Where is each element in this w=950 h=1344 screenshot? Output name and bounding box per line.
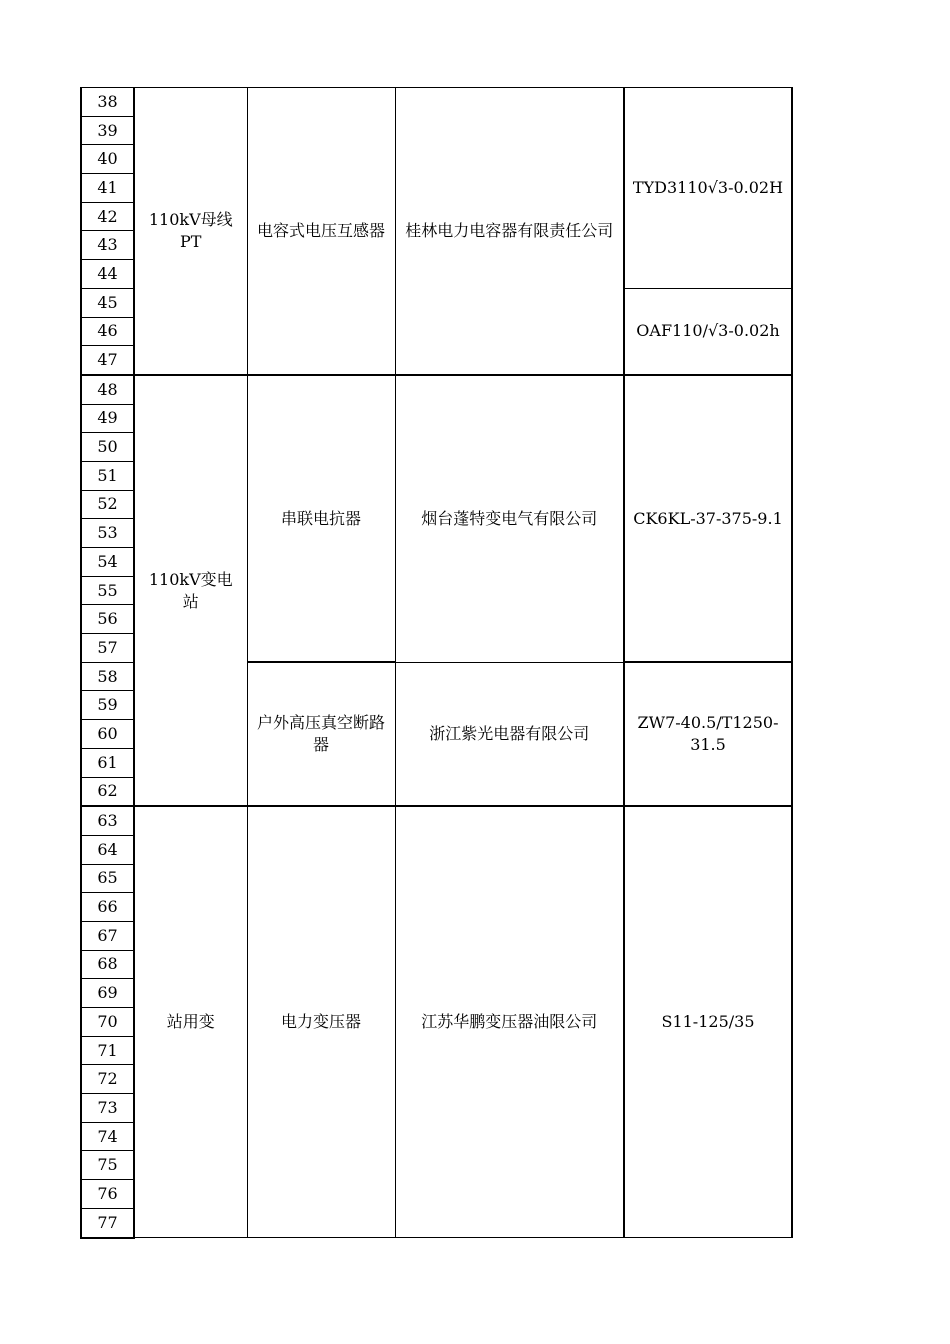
location-cell: 站用变 [134, 806, 247, 1237]
device-cell: 电容式电压互感器 [247, 88, 395, 375]
equipment-table [80, 87, 793, 1239]
row-number: 41 [81, 174, 134, 203]
row-number: 56 [81, 605, 134, 634]
device-cell: 串联电抗器 [247, 375, 395, 662]
row-number: 53 [81, 519, 134, 548]
row-number: 75 [81, 1151, 134, 1180]
row-number: 77 [81, 1208, 134, 1237]
row-number: 45 [81, 288, 134, 317]
row-number: 39 [81, 116, 134, 145]
row-number: 44 [81, 260, 134, 289]
maker-cell: 浙江紫光电器有限公司 [395, 662, 624, 806]
row-number: 61 [81, 748, 134, 777]
row-number: 62 [81, 777, 134, 806]
row-number: 50 [81, 433, 134, 462]
row-number: 38 [81, 88, 134, 117]
row-number: 54 [81, 548, 134, 577]
maker-cell: 烟台蓬特变电气有限公司 [395, 375, 624, 662]
row-number: 68 [81, 950, 134, 979]
row-number: 51 [81, 461, 134, 490]
row-number: 59 [81, 691, 134, 720]
row-number: 76 [81, 1180, 134, 1209]
device-cell: 户外高压真空断路器 [247, 662, 395, 806]
table-row [81, 806, 792, 835]
row-number: 69 [81, 979, 134, 1008]
row-number: 67 [81, 921, 134, 950]
model-cell: ZW7-40.5/T1250-31.5 [624, 662, 792, 806]
equipment-table-body [81, 88, 792, 1238]
row-number: 66 [81, 893, 134, 922]
row-number: 55 [81, 576, 134, 605]
row-number: 57 [81, 634, 134, 663]
row-number: 40 [81, 145, 134, 174]
location-cell: 110kV变电站 [134, 375, 247, 806]
row-number: 63 [81, 806, 134, 835]
model-cell: TYD3110√3-0.02H [624, 88, 792, 289]
row-number: 60 [81, 720, 134, 749]
row-number: 70 [81, 1008, 134, 1037]
row-number: 49 [81, 404, 134, 433]
table-row [81, 88, 792, 117]
row-number: 47 [81, 346, 134, 375]
device-cell: 电力变压器 [247, 806, 395, 1237]
row-number: 65 [81, 864, 134, 893]
table-row [81, 375, 792, 404]
row-number: 43 [81, 231, 134, 260]
row-number: 58 [81, 662, 134, 691]
maker-cell: 桂林电力电容器有限责任公司 [395, 88, 624, 375]
row-number: 46 [81, 317, 134, 346]
row-number: 72 [81, 1065, 134, 1094]
row-number: 42 [81, 202, 134, 231]
location-cell: 110kV母线PT [134, 88, 247, 375]
row-number: 48 [81, 375, 134, 404]
maker-cell: 江苏华鹏变压器油限公司 [395, 806, 624, 1237]
row-number: 52 [81, 490, 134, 519]
model-cell: OAF110/√3-0.02h [624, 288, 792, 375]
row-number: 71 [81, 1036, 134, 1065]
row-number: 73 [81, 1094, 134, 1123]
row-number: 64 [81, 835, 134, 864]
model-cell: S11-125/35 [624, 806, 792, 1237]
row-number: 74 [81, 1122, 134, 1151]
model-cell: CK6KL-37-375-9.1 [624, 375, 792, 662]
